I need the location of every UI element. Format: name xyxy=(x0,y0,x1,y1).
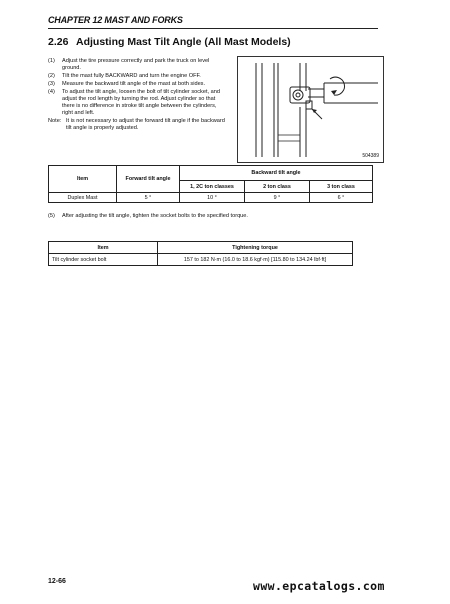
section-title: Adjusting Mast Tilt Angle (All Mast Models) xyxy=(76,36,291,48)
col-3-ton: 3 ton class xyxy=(310,181,373,193)
step-text: To adjust the tilt angle, loosen the bolt of tilt cylinder socket, and adjust the rod length by turning the rod. Adjust cylinder so that there is no difference in stroke tilt angle between the cylinders, right and left. xyxy=(62,89,220,116)
col-2-ton: 2 ton class xyxy=(245,181,310,193)
table-header-row xyxy=(49,242,353,254)
step-number: (5) xyxy=(48,213,55,219)
step-2 xyxy=(48,73,228,80)
note-label: Note: xyxy=(48,118,62,124)
step-text: Tilt the mast fully BACKWARD and turn the engine OFF. xyxy=(62,73,201,79)
col-forward-tilt: Forward tilt angle xyxy=(117,166,180,193)
tilt-angle-table xyxy=(48,165,373,203)
torque-table xyxy=(48,241,353,266)
col-1-2c-ton: 1, 2C ton classes xyxy=(180,181,245,193)
step-3 xyxy=(48,81,228,88)
cell-backward-1-2c: 10 ° xyxy=(180,193,245,203)
cell-item: Duplex Mast xyxy=(49,193,117,203)
figure-id: 504389 xyxy=(362,153,379,159)
step-5-content xyxy=(48,213,258,220)
table-row xyxy=(49,193,373,203)
header-rule xyxy=(48,28,378,29)
col-backward-tilt: Backward tilt angle xyxy=(180,166,373,181)
step-number: (1) xyxy=(48,58,55,64)
tilt-cylinder-illustration xyxy=(237,56,384,163)
col-item: Item xyxy=(49,242,158,254)
col-item: Item xyxy=(49,166,117,193)
step-text: Adjust the tire pressure correctly and park the truck on level ground. xyxy=(62,58,210,71)
step-4 xyxy=(48,89,228,117)
tilt-cylinder-drawing xyxy=(238,57,383,162)
cell-forward: 5 ° xyxy=(117,193,180,203)
step-1 xyxy=(48,58,228,72)
page-number: 12-66 xyxy=(48,578,66,585)
chapter-heading: CHAPTER 12 MAST AND FORKS xyxy=(48,15,183,25)
table-row xyxy=(49,254,353,266)
step-5 xyxy=(48,213,258,221)
step-number: (4) xyxy=(48,89,55,95)
table-header-row xyxy=(49,166,373,181)
note xyxy=(48,118,228,132)
section-number: 2.26 xyxy=(48,36,69,48)
step-number: (3) xyxy=(48,81,55,87)
step-number: (2) xyxy=(48,73,55,79)
watermark: www.epcatalogs.com xyxy=(253,579,385,593)
cell-backward-2: 9 ° xyxy=(245,193,310,203)
col-torque: Tightening torque xyxy=(158,242,353,254)
step-text: Measure the backward tilt angle of the mast at both sides. xyxy=(62,81,206,87)
cell-item: Tilt cylinder socket bolt xyxy=(49,254,158,266)
procedure-steps xyxy=(48,58,228,132)
cell-backward-3: 6 ° xyxy=(310,193,373,203)
cell-torque: 157 to 182 N·m (16.0 to 18.6 kgf·m) [115.80 to 134.24 lbf·ft] xyxy=(158,254,353,266)
note-text: It is not necessary to adjust the forward tilt angle if the backward tilt angle is properly adjusted. xyxy=(66,118,225,131)
step-text: After adjusting the tilt angle, tighten the socket bolts to the specified torque. xyxy=(62,213,248,219)
